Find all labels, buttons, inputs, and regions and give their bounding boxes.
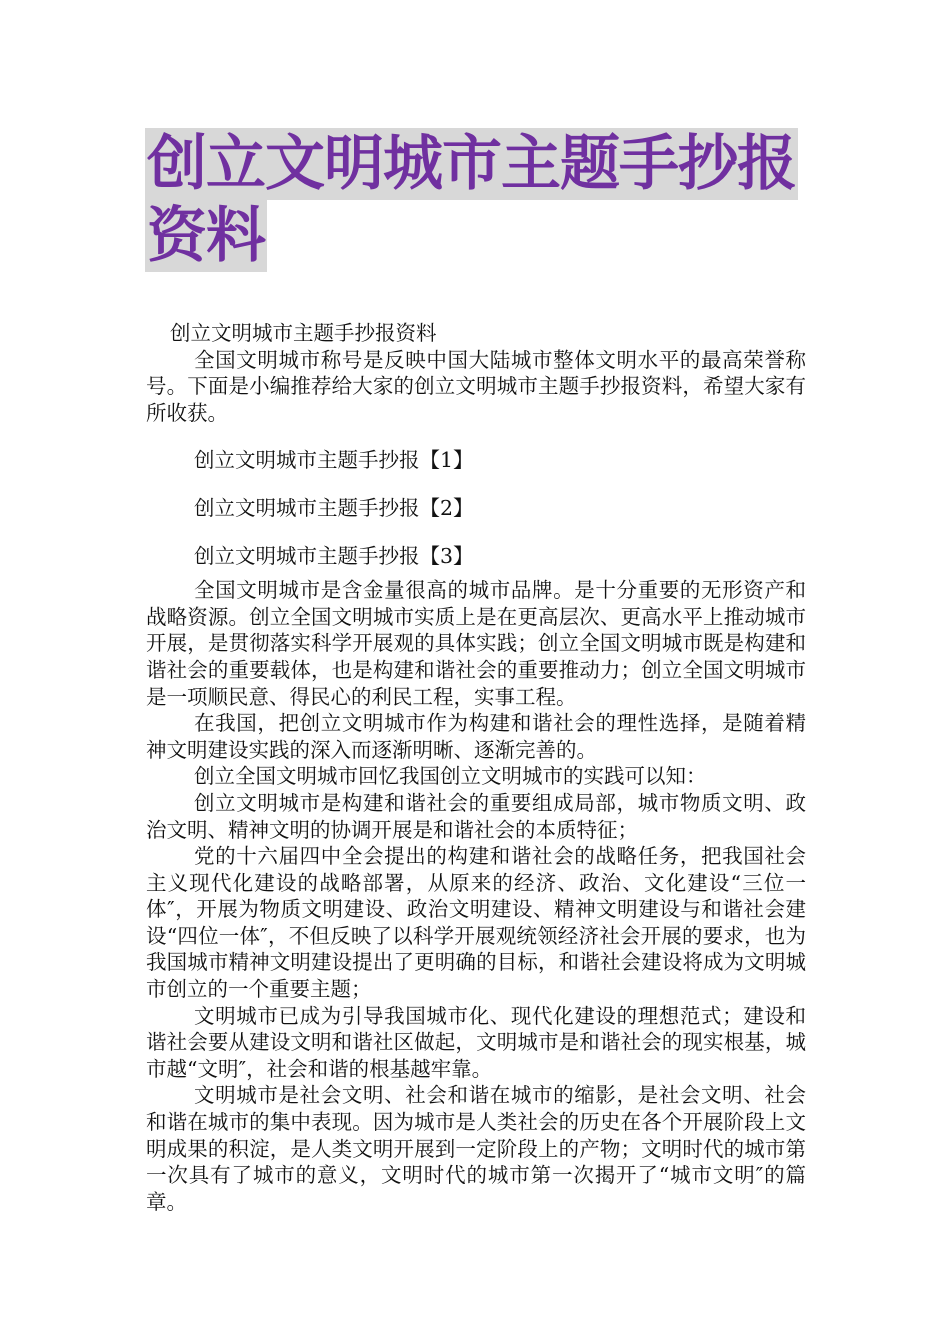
paragraph: 文明城市已成为引导我国城市化、现代化建设的理想范式；建设和谐社会要从建设文明和谐社区做起，文明城市是和谐社会的现实根基，城市越“文明″，社会和谐的根基越牢靠。 (146, 1003, 806, 1081)
document-body (146, 320, 806, 1215)
section-heading-1: 创立文明城市主题手抄报【1】 (194, 448, 474, 473)
title-line-2: 资料 (147, 201, 265, 271)
section-heading-3: 创立文明城市主题手抄报【3】 (194, 543, 474, 568)
title-line-1: 创立文明城市主题手抄报 (147, 129, 796, 199)
paragraph: 创立全国文明城市回忆我国创立文明城市的实践可以知： (194, 764, 707, 789)
intro-heading: 创立文明城市主题手抄报资料 (170, 321, 437, 345)
document-title (145, 128, 825, 272)
paragraph: 全国文明城市是含金量很高的城市品牌。是十分重要的无形资产和战略资源。创立全国文明城市实质上是在更高层次、更高水平上推动城市开展，是贯彻落实科学开展观的具体实践；创立全国文明城市既是构建和谐社会的重要载体，也是构建和谐社会的重要推动力；创立全国文明城市是一项顺民意、得民心的利民工程，实事工程。 (146, 578, 806, 709)
paragraph: 创立文明城市是构建和谐社会的重要组成局部，城市物质文明、政治文明、精神文明的协调开展是和谐社会的本质特征； (146, 790, 806, 842)
paragraph: 在我国，把创立文明城市作为构建和谐社会的理性选择，是随着精神文明建设实践的深入而逐渐明晰、逐渐完善的。 (146, 711, 806, 762)
paragraph: 党的十六届四中全会提出的构建和谐社会的战略任务，把我国社会主义现代化建设的战略部署，从原来的经济、政治、文化建设“三位一体″，开展为物质文明建设、政治文明建设、精神文明建设与和谐社会建设“四位一体″，不但反映了以科学开展观统领经济社会开展的要求，也为我国城市精神文明建设提出了更明确的目标，和谐社会建设将成为文明城市创立的一个重要主题； (146, 844, 806, 1002)
section-heading-2: 创立文明城市主题手抄报【2】 (194, 495, 474, 520)
paragraph-intro: 全国文明城市称号是反映中国大陆城市整体文明水平的最高荣誉称号。下面是小编推荐给大家的创立文明城市主题手抄报资料，希望大家有所收获。 (146, 347, 806, 425)
paragraph: 文明城市是社会文明、社会和谐在城市的缩影，是社会文明、社会和谐在城市的集中表现。因为城市是人类社会的历史在各个开展阶段上文明成果的积淀，是人类文明开展到一定阶段上的产物；文明时代的城市第一次具有了城市的意义，文明时代的城市第一次揭开了“城市文明″的篇章。 (146, 1083, 806, 1214)
